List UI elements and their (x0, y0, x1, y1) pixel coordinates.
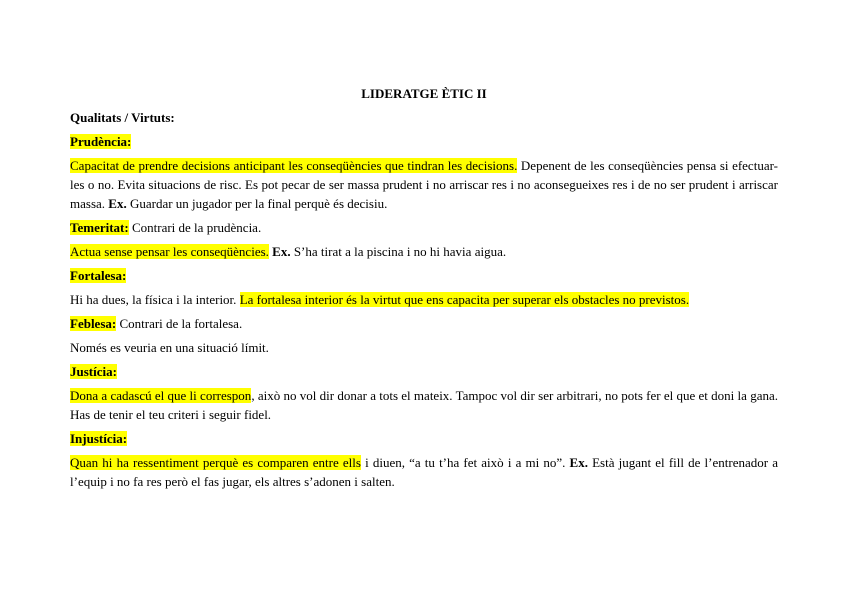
injusticia-ex-label: Ex. (569, 455, 588, 470)
injusticia-text: i diuen, “a tu t’ha fet això i a mi no”. (360, 455, 570, 470)
injusticia-ex-text: Està jugant el fill de l’entrenador a l’equip i no fa res però el fas jugar, els altres s’adonen i salten. (70, 455, 778, 489)
paragraph-fortalesa (70, 290, 778, 309)
prudencia-ex-label: Ex. (108, 196, 127, 211)
heading-feblesa: Feblesa: (70, 316, 117, 331)
paragraph-prudencia (70, 156, 778, 213)
heading-prudencia-text: Prudència: (70, 134, 132, 149)
fortalesa-text: Hi ha dues, la física i la interior. (70, 292, 240, 307)
heading-fortalesa (70, 266, 778, 285)
heading-justicia (70, 362, 778, 381)
feblesa-text: Contrari de la fortalesa. (116, 316, 243, 331)
justicia-highlight: Dona a cadascú el que li correspon (70, 388, 252, 403)
heading-injusticia-text: Injustícia: (70, 431, 128, 446)
prudencia-text: Depenent de les conseqüències pensa si efectuar-les o no. Evita situacions de risc. Es pot pecar de ser massa prudent i no arriscar res i no aconsegueixes res i de no ser prudent i arriscar massa. (70, 158, 778, 211)
prudencia-highlight: Capacitat de prendre decisions anticipant les conseqüències que tindran les decisions. (70, 158, 518, 173)
injusticia-highlight: Quan hi ha ressentiment perquè es comparen entre ells (70, 455, 361, 470)
paragraph-justicia (70, 386, 778, 424)
document-title: LIDERATGE ÈTIC II (361, 86, 487, 101)
paragraph-feblesa (70, 314, 778, 333)
heading-temeritat: Temeritat: (70, 220, 129, 235)
paragraph-temeritat-example (70, 242, 778, 261)
temeritat-text: Contrari de la prudència. (128, 220, 262, 235)
heading-injusticia (70, 429, 778, 448)
section-subtitle: Qualitats / Virtuts: (70, 110, 175, 125)
temeritat-ex-text: S’ha tirat a la piscina i no hi havia aigua. (290, 244, 507, 259)
justicia-text: , això no vol dir donar a tots el mateix. Tampoc vol dir ser arbitrari, no pots fer el que et doni la gana. Has de tenir el teu criteri i seguir fidel. (70, 388, 778, 422)
paragraph-feblesa-note: Només es veuria en una situació límit. (70, 340, 269, 355)
heading-justicia-text: Justícia: (70, 364, 117, 379)
prudencia-ex-text: Guardar un jugador per la final perquè és decisiu. (126, 196, 388, 211)
fortalesa-highlight: La fortalesa interior és la virtut que ens capacita per superar els obstacles no previstos. (239, 292, 690, 307)
heading-fortalesa-text: Fortalesa: (70, 268, 127, 283)
document-page (70, 84, 778, 496)
temeritat-ex-label: Ex. (272, 244, 291, 259)
paragraph-temeritat (70, 218, 778, 237)
temeritat-highlight: Actua sense pensar les conseqüències. (70, 244, 269, 259)
heading-prudencia (70, 132, 778, 151)
paragraph-injusticia (70, 453, 778, 491)
